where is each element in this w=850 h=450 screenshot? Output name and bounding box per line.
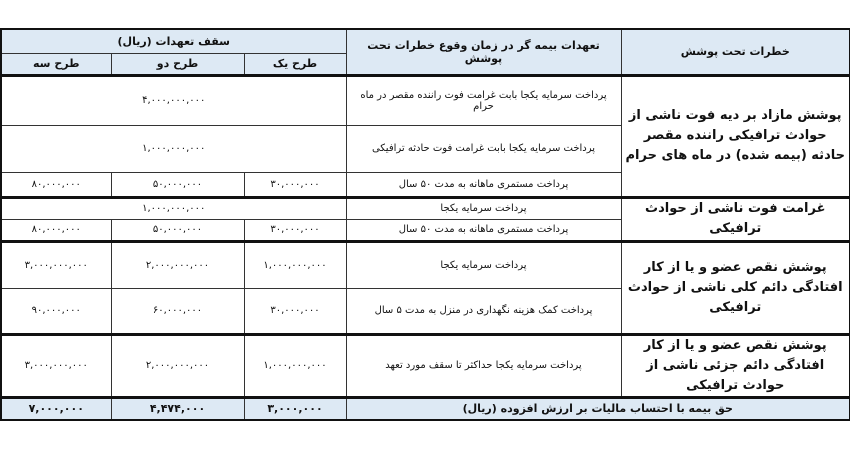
header-plan3: طرح سه: [1, 53, 111, 75]
amount-plan3: ۳,۰۰۰,۰۰۰,۰۰۰: [1, 334, 111, 397]
total-label: حق بیمه با احتساب مالیات بر ارزش افزوده (ریال): [346, 397, 850, 420]
amount-plan1: ۱,۰۰۰,۰۰۰,۰۰۰: [244, 241, 346, 288]
amount-plan2: ۲,۰۰۰,۰۰۰,۰۰۰: [111, 241, 244, 288]
premium-plan2: ۴,۴۷۴,۰۰۰: [111, 397, 244, 420]
table-row: [1, 197, 850, 219]
header-ceiling: سقف تعهدات (ریال): [1, 29, 346, 53]
amount-plan1: ۱,۰۰۰,۰۰۰,۰۰۰: [244, 334, 346, 397]
total-row: [1, 397, 850, 420]
amount-plan1: ۳۰,۰۰۰,۰۰۰: [244, 219, 346, 241]
header-obligations: تعهدات بیمه گر در زمان وقوع خطرات تحت پوشش: [346, 29, 621, 75]
amount-plan3: ۳,۰۰۰,۰۰۰,۰۰۰: [1, 241, 111, 288]
obligation-cell: پرداخت سرمایه یکجا بابت غرامت فوت حادثه ترافیکی: [346, 125, 621, 172]
amount-plan1: ۳۰,۰۰۰,۰۰۰: [244, 288, 346, 334]
premium-plan1: ۳,۰۰۰,۰۰۰: [244, 397, 346, 420]
obligation-cell: پرداخت کمک هزینه نگهداری در منزل به مدت ۵ سال: [346, 288, 621, 334]
obligation-cell: پرداخت مستمری ماهانه به مدت ۵۰ سال: [346, 172, 621, 197]
obligation-cell: پرداخت سرمایه یکجا: [346, 197, 621, 219]
header-plan2: طرح دو: [111, 53, 244, 75]
amount-plan2: ۵۰,۰۰۰,۰۰۰: [111, 219, 244, 241]
obligation-cell: پرداخت سرمایه یکجا حداکثر تا سقف مورد تعهد: [346, 334, 621, 397]
amount-plan2: ۶۰,۰۰۰,۰۰۰: [111, 288, 244, 334]
insurance-coverage-table: [0, 28, 850, 421]
header-plan1: طرح یک: [244, 53, 346, 75]
amount-plan3: ۹۰,۰۰۰,۰۰۰: [1, 288, 111, 334]
header-risks: خطرات تحت پوشش: [621, 29, 850, 75]
table-row: [1, 334, 850, 397]
risk-cell: پوشش نقص عضو و یا از کار افتادگی دائم جزئی ناشی از حوادث ترافیکی: [621, 334, 850, 397]
amount-plan2: ۵۰,۰۰۰,۰۰۰: [111, 172, 244, 197]
amount-all-plans: ۱,۰۰۰,۰۰۰,۰۰۰: [1, 197, 346, 219]
table-row: [1, 75, 850, 125]
amount-plan1: ۳۰,۰۰۰,۰۰۰: [244, 172, 346, 197]
table-row: [1, 241, 850, 288]
amount-all-plans: ۴,۰۰۰,۰۰۰,۰۰۰: [1, 75, 346, 125]
amount-plan3: ۸۰,۰۰۰,۰۰۰: [1, 219, 111, 241]
obligation-cell: پرداخت مستمری ماهانه به مدت ۵۰ سال: [346, 219, 621, 241]
amount-plan3: ۸۰,۰۰۰,۰۰۰: [1, 172, 111, 197]
risk-cell: پوشش مازاد بر دیه فوت ناشی از حوادث ترافیکی راننده مقصر حادثه (بیمه شده) در ماه های حرام: [621, 75, 850, 197]
risk-cell: پوشش نقص عضو و یا از کار افتادگی دائم کلی ناشی از حوادث ترافیکی: [621, 241, 850, 334]
amount-all-plans: ۱,۰۰۰,۰۰۰,۰۰۰: [1, 125, 346, 172]
obligation-cell: پرداخت سرمایه یکجا: [346, 241, 621, 288]
risk-cell: غرامت فوت ناشی از حوادث ترافیکی: [621, 197, 850, 241]
premium-plan3: ۷,۰۰۰,۰۰۰: [1, 397, 111, 420]
amount-plan2: ۲,۰۰۰,۰۰۰,۰۰۰: [111, 334, 244, 397]
obligation-cell: پرداخت سرمایه یکجا بابت غرامت فوت راننده مقصر در ماه حرام: [346, 75, 621, 125]
